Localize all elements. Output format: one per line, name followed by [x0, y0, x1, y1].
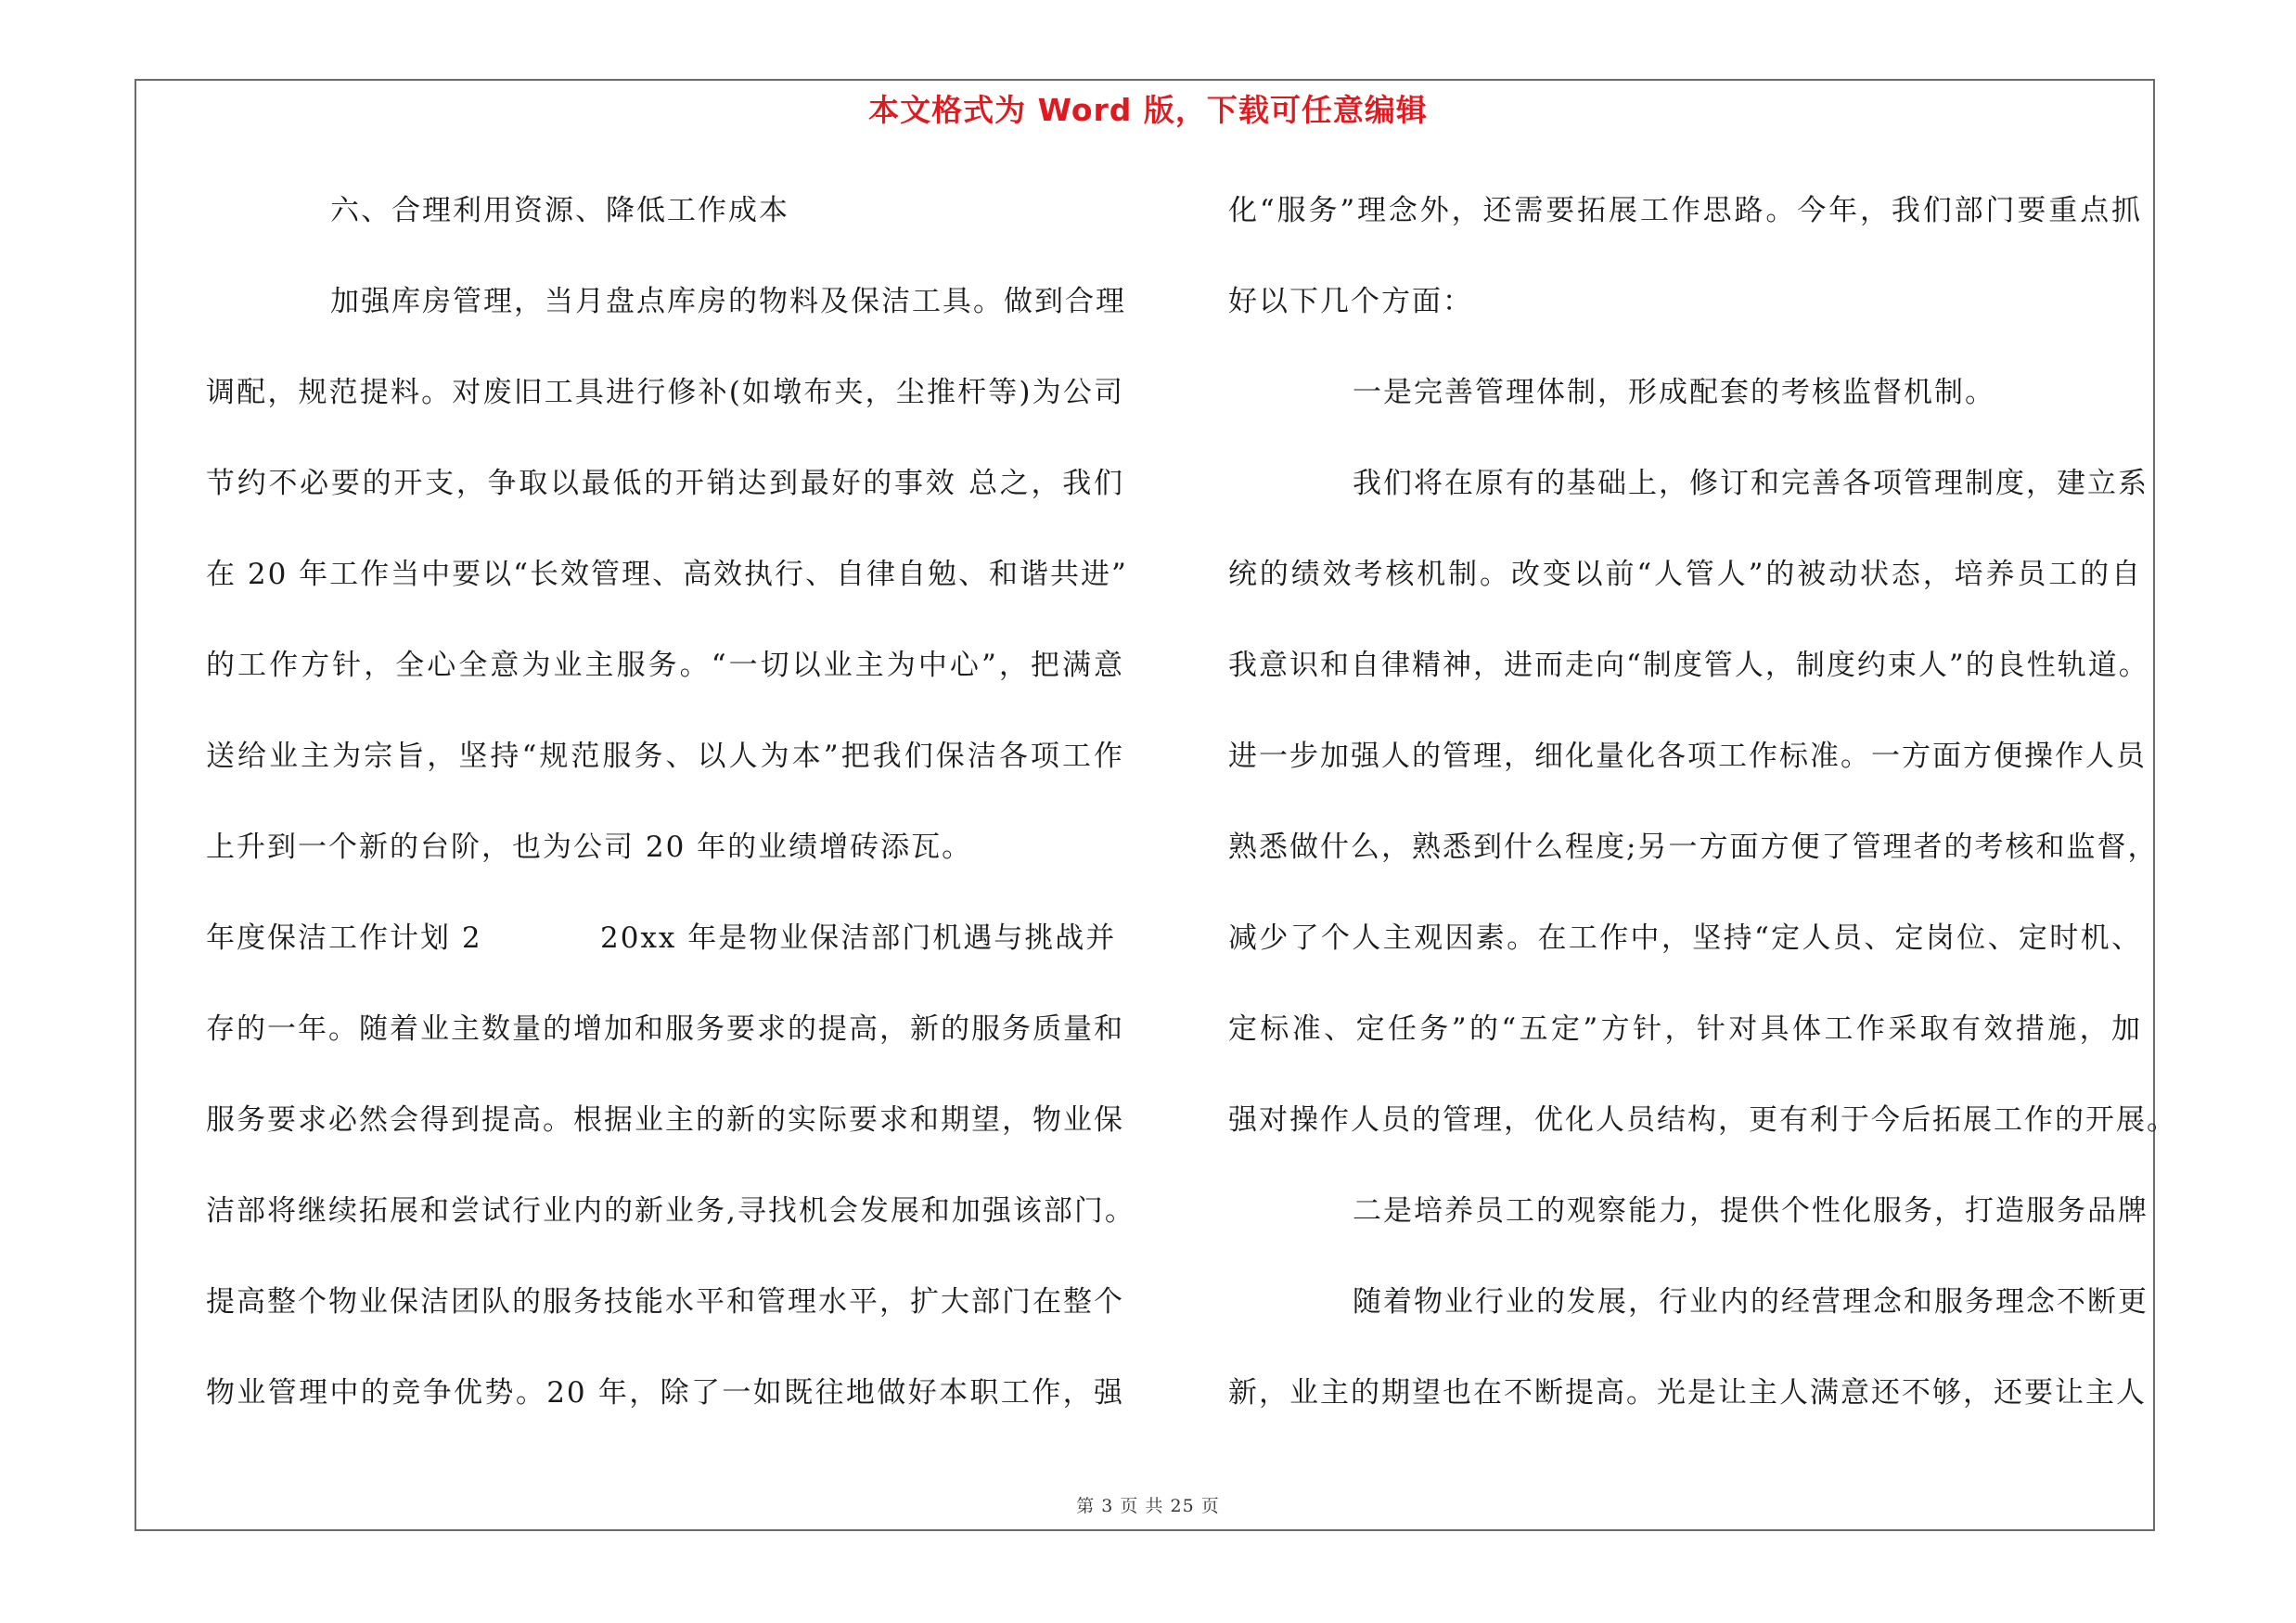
text-line: 统的绩效考核机制。改变以前“人管人”的被动状态，培养员工的自: [1228, 558, 2142, 591]
text-line: 调配，规范提料。对废旧工具进行修补(如墩布夹，尘推杆等)为公司: [206, 376, 1124, 409]
page-number-footer: 第 3 页 共 25 页: [1076, 1496, 1220, 1516]
text-line: 20xx 年是物业保洁部门机遇与挑战并: [600, 921, 1117, 955]
text-line: 化“服务”理念外，还需要拓展工作思路。今年，我们部门要重点抓: [1228, 194, 2142, 227]
text-line: 上升到一个新的台阶，也为公司 20 年的业绩增砖添瓦。: [206, 831, 973, 864]
text-line: 我们将在原有的基础上，修订和完善各项管理制度，建立系: [1353, 467, 2148, 500]
plan-title: 年度保洁工作计划 2: [206, 921, 482, 955]
text-line: 在 20 年工作当中要以“长效管理、高效执行、自律自勉、和谐共进”: [206, 558, 1128, 591]
point-two-heading: 二是培养员工的观察能力，提供个性化服务，打造服务品牌: [1353, 1194, 2148, 1228]
text-line: 的工作方针，全心全意为业主服务。“一切以业主为中心”，把满意: [206, 649, 1124, 682]
section-heading: 六、合理利用资源、降低工作成本: [330, 194, 789, 227]
text-line: 存的一年。随着业主数量的增加和服务要求的提高，新的服务质量和: [206, 1012, 1124, 1046]
text-line: 加强库房管理，当月盘点库房的物料及保洁工具。做到合理: [330, 285, 1126, 318]
text-line: 减少了个人主观因素。在工作中，坚持“定人员、定岗位、定时机、: [1228, 921, 2142, 955]
editable-word-banner: 本文格式为 Word 版，下载可任意编辑: [868, 92, 1428, 128]
text-line: 强对操作人员的管理，优化人员结构，更有利于今后拓展工作的开展。: [1228, 1103, 2177, 1137]
text-line: 定标准、定任务”的“五定”方针，针对具体工作采取有效措施，加: [1228, 1012, 2142, 1046]
text-line: 洁部将继续拓展和尝试行业内的新业务,寻找机会发展和加强该部门。: [206, 1194, 1135, 1228]
text-line: 熟悉做什么，熟悉到什么程度;另一方面方便了管理者的考核和监督，: [1228, 831, 2159, 864]
text-line: 我意识和自律精神，进而走向“制度管人，制度约束人”的良性轨道。: [1228, 649, 2149, 682]
point-one-heading: 一是完善管理体制，形成配套的考核监督机制。: [1353, 376, 1995, 409]
text-line: 物业管理中的竞争优势。20 年，除了一如既往地做好本职工作，强: [206, 1376, 1124, 1410]
text-line: 随着物业行业的发展，行业内的经营理念和服务理念不断更: [1353, 1285, 2148, 1319]
text-line: 送给业主为宗旨，坚持“规范服务、以人为本”把我们保洁各项工作: [206, 740, 1124, 773]
text-line: 新，业主的期望也在不断提高。光是让主人满意还不够，还要让主人: [1228, 1376, 2147, 1410]
text-line: 进一步加强人的管理，细化量化各项工作标准。一方面方便操作人员: [1228, 740, 2147, 773]
text-line: 服务要求必然会得到提高。根据业主的新的实际要求和期望，物业保: [206, 1103, 1124, 1137]
text-line: 好以下几个方面：: [1228, 285, 1473, 318]
text-line: 提高整个物业保洁团队的服务技能水平和管理水平，扩大部门在整个: [206, 1285, 1124, 1319]
text-line: 节约不必要的开支，争取以最低的开销达到最好的事效 总之，我们: [206, 467, 1124, 500]
